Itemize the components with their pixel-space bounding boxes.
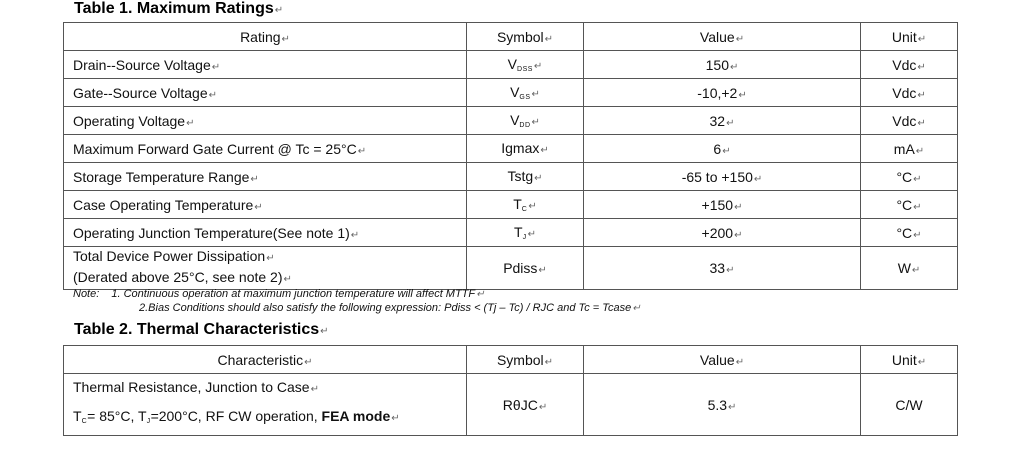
table2-header-row xyxy=(64,346,958,374)
symbol-cell: Pdiss↵ xyxy=(467,247,584,290)
rating-cell: Operating Junction Temperature(See note 1)↵ xyxy=(64,219,467,247)
value-cell: +150↵ xyxy=(584,191,861,219)
table-row xyxy=(64,79,958,107)
symbol-cell: $V_{DSS}↵$ xyxy=(467,51,584,79)
header-unit: Unit↵ xyxy=(861,23,958,51)
rating-cell: Drain--Source Voltage↵ xyxy=(64,51,467,79)
thermal-characteristics-table xyxy=(63,345,958,436)
value-cell: 150↵ xyxy=(584,51,861,79)
table1-notes xyxy=(73,288,641,314)
unit-cell: mA↵ xyxy=(861,135,958,163)
rating-cell: Case Operating Temperature↵ xyxy=(64,191,467,219)
symbol-cell: RθJC↵ xyxy=(467,374,584,436)
symbol-cell: Igmax↵ xyxy=(467,135,584,163)
rating-cell: Maximum Forward Gate Current @ Tc = 25°C↵ xyxy=(64,135,467,163)
symbol-cell: Tstg↵ xyxy=(467,163,584,191)
table-row xyxy=(64,51,958,79)
unit-cell: Vdc↵ xyxy=(861,51,958,79)
table1-title-text: Table 1. Maximum Ratings xyxy=(74,0,274,17)
table-row xyxy=(64,247,958,290)
symbol-cell: $T_C↵$ xyxy=(467,191,584,219)
table1-header-row xyxy=(64,23,958,51)
table1-title: Table 1. Maximum Ratings↵ xyxy=(74,0,284,17)
value-cell: +200↵ xyxy=(584,219,861,247)
value-cell: 6↵ xyxy=(584,135,861,163)
header-value: Value↵ xyxy=(584,346,861,374)
table-row xyxy=(64,219,958,247)
header-value: Value↵ xyxy=(584,23,861,51)
rating-cell: Storage Temperature Range↵ xyxy=(64,163,467,191)
unit-cell: °C↵ xyxy=(861,163,958,191)
note-2: 2.Bias Conditions should also satisfy the following expression: Pdiss < (Tj – Tc) / RJC and Tc = Tcase↵ xyxy=(139,302,641,314)
table-row xyxy=(64,135,958,163)
header-unit: Unit↵ xyxy=(861,346,958,374)
value-cell: 32↵ xyxy=(584,107,861,135)
unit-cell: Vdc↵ xyxy=(861,79,958,107)
characteristic-cell: Thermal Resistance, Junction to Case↵ $T_C= 85^\circ C$, $T_J=200^\circ C$, RF CW operation, FEA mode↵ xyxy=(64,374,467,436)
table2-title: Table 2. Thermal Characteristics↵ xyxy=(74,321,329,338)
value-cell: 5.3↵ xyxy=(584,374,861,436)
header-characteristic: Characteristic↵ xyxy=(64,346,467,374)
header-symbol: Symbol↵ xyxy=(467,23,584,51)
table-row xyxy=(64,374,958,436)
header-symbol: Symbol↵ xyxy=(467,346,584,374)
table2-title-text: Table 2. Thermal Characteristics xyxy=(74,321,320,338)
symbol-cell: $V_{GS}↵$ xyxy=(467,79,584,107)
value-cell: -65 to +150↵ xyxy=(584,163,861,191)
header-rating: Rating↵ xyxy=(64,23,467,51)
rating-cell: Total Device Power Dissipation↵ (Derated above 25°C, see note 2)↵ xyxy=(64,247,467,290)
table-row xyxy=(64,163,958,191)
value-cell: -10,+2↵ xyxy=(584,79,861,107)
unit-cell: C/W xyxy=(861,374,958,436)
table-row xyxy=(64,107,958,135)
note-1: Note: 1. Continuous operation at maximum junction temperature will affect MTTF↵ xyxy=(73,288,485,300)
unit-cell: W↵ xyxy=(861,247,958,290)
table-row xyxy=(64,191,958,219)
maximum-ratings-table xyxy=(63,22,958,290)
unit-cell: Vdc↵ xyxy=(861,107,958,135)
rating-cell: Operating Voltage↵ xyxy=(64,107,467,135)
value-cell: 33↵ xyxy=(584,247,861,290)
unit-cell: °C↵ xyxy=(861,191,958,219)
symbol-cell: $V_{DD}↵$ xyxy=(467,107,584,135)
rating-cell: Gate--Source Voltage↵ xyxy=(64,79,467,107)
symbol-cell: $T_J↵$ xyxy=(467,219,584,247)
note-label: Note: xyxy=(73,288,100,300)
unit-cell: °C↵ xyxy=(861,219,958,247)
